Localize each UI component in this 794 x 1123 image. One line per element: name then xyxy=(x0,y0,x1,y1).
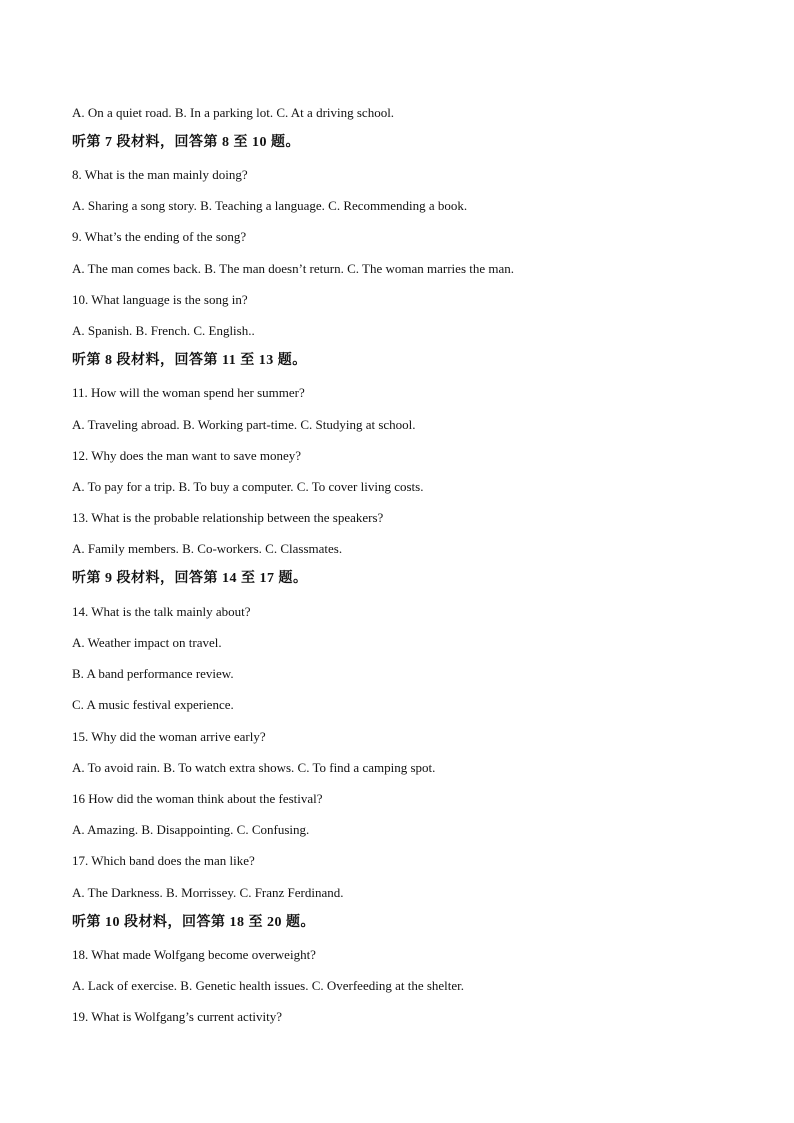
section-heading: 听第 8 段材料，回答第 11 至 13 题。 xyxy=(72,353,307,368)
answer-options: A. Traveling abroad. B. Working part-time. C. Studying at school. xyxy=(72,417,416,432)
answer-options: A. Sharing a song story. B. Teaching a language. C. Recommending a book. xyxy=(72,198,468,213)
answer-options: A. To pay for a trip. B. To buy a computer. C. To cover living costs. xyxy=(72,479,424,494)
section-heading: 听第 9 段材料，回答第 14 至 17 题。 xyxy=(72,571,308,586)
section-heading: 听第 7 段材料，回答第 8 至 10 题。 xyxy=(72,135,300,150)
answer-option: C. A music festival experience. xyxy=(72,697,234,712)
answer-options: A. Amazing. B. Disappointing. C. Confusing. xyxy=(72,822,310,837)
answer-options: A. The Darkness. B. Morrissey. C. Franz Ferdinand. xyxy=(72,885,344,900)
answer-options: A. Family members. B. Co-workers. C. Classmates. xyxy=(72,541,343,556)
question: 12. Why does the man want to save money? xyxy=(72,448,302,463)
question: 9. What’s the ending of the song? xyxy=(72,229,247,244)
question: 13. What is the probable relationship between the speakers? xyxy=(72,510,384,525)
answer-option: B. A band performance review. xyxy=(72,666,234,681)
question: 15. Why did the woman arrive early? xyxy=(72,729,266,744)
answer-options: A. Spanish. B. French. C. English.. xyxy=(72,323,255,338)
answer-options: A. To avoid rain. B. To watch extra shows. C. To find a camping spot. xyxy=(72,760,436,775)
exam-page xyxy=(72,0,752,1123)
answer-option: A. Weather impact on travel. xyxy=(72,635,222,650)
question: 18. What made Wolfgang become overweight? xyxy=(72,947,316,962)
answer-options: A. On a quiet road. B. In a parking lot. C. At a driving school. xyxy=(72,105,395,120)
section-heading: 听第 10 段材料，回答第 18 至 20 题。 xyxy=(72,915,315,930)
question: 14. What is the talk mainly about? xyxy=(72,604,251,619)
answer-options: A. Lack of exercise. B. Genetic health issues. C. Overfeeding at the shelter. xyxy=(72,978,465,993)
answer-options: A. The man comes back. B. The man doesn’t return. C. The woman marries the man. xyxy=(72,261,515,276)
question: 8. What is the man mainly doing? xyxy=(72,167,248,182)
question: 11. How will the woman spend her summer? xyxy=(72,385,305,400)
question: 19. What is Wolfgang’s current activity? xyxy=(72,1009,283,1024)
question: 16 How did the woman think about the festival? xyxy=(72,791,323,806)
question: 17. Which band does the man like? xyxy=(72,853,255,868)
question: 10. What language is the song in? xyxy=(72,292,248,307)
